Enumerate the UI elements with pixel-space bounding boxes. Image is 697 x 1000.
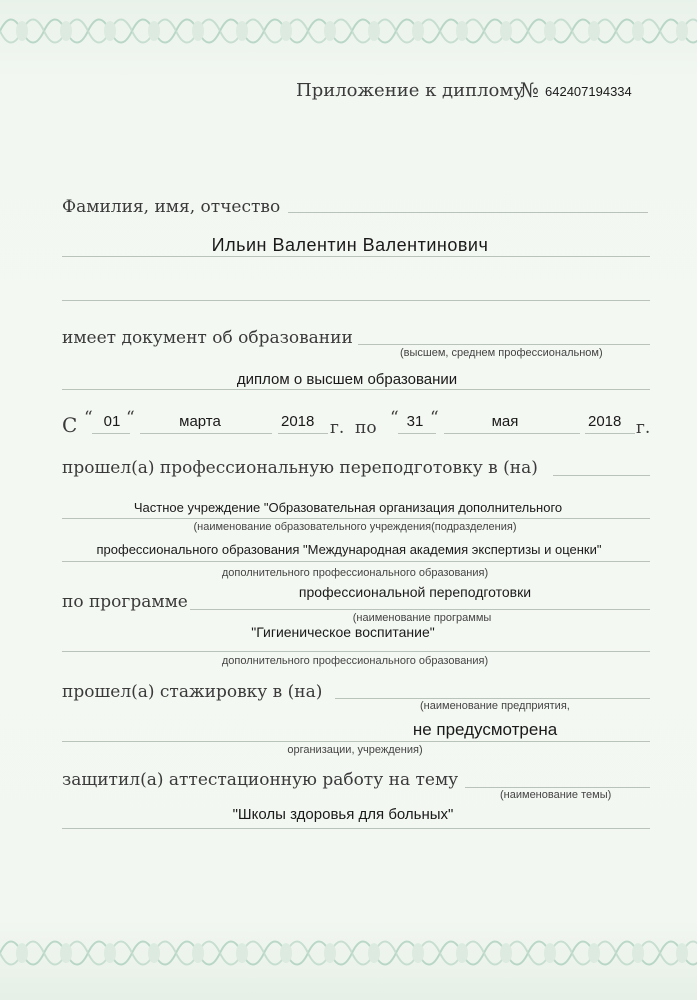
supplement-title: Приложение к диплому [296,80,524,101]
bottom-ornament-band [0,930,697,976]
to-month-rule [444,433,580,434]
program-name-hint: (наименование программы [352,612,492,624]
empty-rule [62,300,650,301]
internship-label-rule [335,698,650,699]
to-year-rule [585,433,635,434]
close-quote-from: “ [126,408,135,428]
name-value-rule [62,256,650,257]
close-quote-to: “ [430,408,439,428]
period-prefix: С [62,413,78,437]
open-quote-from: “ [84,408,93,428]
retraining-label: прошел(а) профессиональную переподготовку в (на) [62,458,538,478]
from-day: 01 [103,413,121,430]
internship-hint-1: (наименование предприятия, [420,700,570,712]
organization-line-1-rule [62,518,650,519]
organization-hint-1: (наименование образовательного учреждения(подразделения) [193,521,517,533]
organization-hint-2: дополнительного профессионального образования) [221,567,489,579]
education-doc-value: диплом о высшем образовании [236,371,458,388]
thesis-topic: "Школы здоровья для больных" [232,806,454,823]
program-hint-2: дополнительного профессионального образования) [221,655,489,667]
internship-hint-2: организации, учреждения) [287,744,423,756]
from-year-rule [278,433,328,434]
organization-line-2: профессионального образования "Международная академия экспертизы и оценки" [96,542,602,557]
program-name: "Гигиеническое воспитание" [251,624,435,640]
to-year: 2018 [588,413,622,430]
to-year-suffix: г. [636,418,651,438]
internship-label: прошел(а) стажировку в (на) [62,682,323,702]
name-label-rule [288,212,648,213]
from-day-rule [92,433,130,434]
thesis-hint: (наименование темы) [500,789,612,801]
number-sign: № [520,78,539,102]
program-type: профессиональной переподготовки [298,584,532,600]
diploma-number: 642407194334 [545,84,632,99]
program-name-rule [62,651,650,652]
from-month: марта [179,413,221,430]
organization-line-1: Частное учреждение "Образовательная организация дополнительного [133,500,563,515]
education-level-hint: (высшем, среднем профессиональном) [400,347,603,359]
program-type-rule [190,609,650,610]
top-ornament-band [0,8,697,54]
thesis-label-rule [465,787,650,788]
thesis-label: защитил(а) аттестационную работу на тему [62,770,459,790]
to-day: 31 [406,413,424,430]
education-label-rule [358,344,650,345]
full-name-value: Ильин Валентин Валентинович [211,235,489,255]
retraining-label-rule [553,475,650,476]
education-value-rule [62,389,650,390]
program-label: по программе [62,592,188,612]
education-doc-label: имеет документ об образовании [62,328,353,348]
from-year-suffix: г. [330,418,345,438]
open-quote-to: “ [390,408,399,428]
full-name-label: Фамилия, имя, отчество [62,197,281,217]
internship-value-rule [62,741,650,742]
organization-line-2-rule [62,561,650,562]
thesis-topic-rule [62,828,650,829]
internship-value: не предусмотрена [412,720,558,739]
to-word: по [355,418,377,438]
to-day-rule [398,433,436,434]
from-year: 2018 [281,413,315,430]
to-month: мая [491,413,519,430]
from-month-rule [140,433,272,434]
